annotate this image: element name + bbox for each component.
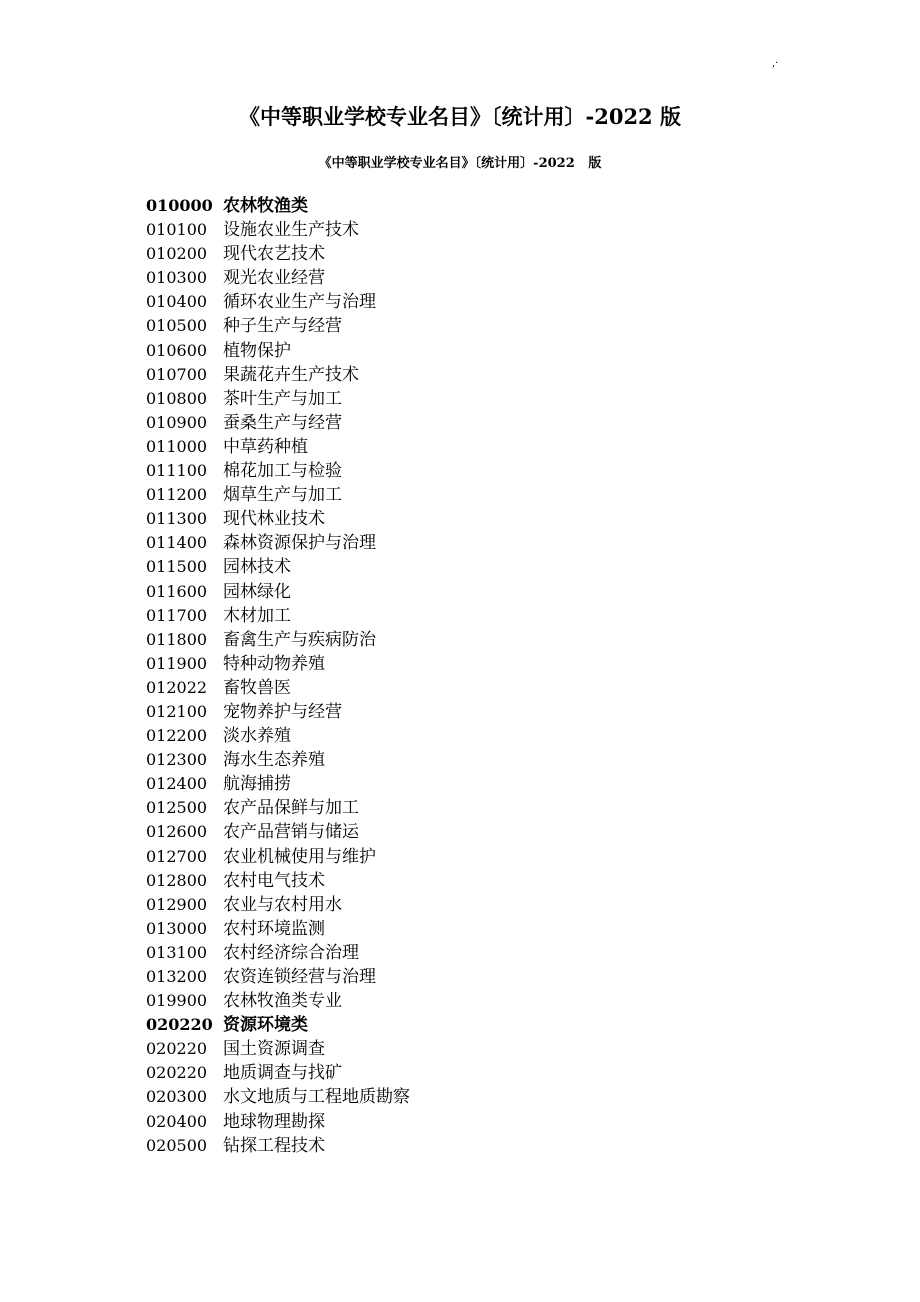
major-code: 020500: [146, 1135, 208, 1155]
major-name: 棉花加工与检验: [223, 461, 342, 482]
major-name: 宠物养护与经营: [223, 701, 342, 722]
major-row: [146, 435, 410, 459]
major-code: 020300: [146, 1087, 208, 1107]
major-name: 森林资源保护与治理: [223, 533, 376, 554]
major-name: 循环农业生产与治理: [223, 292, 376, 313]
major-name: 水文地质与工程地质勘察: [223, 1087, 410, 1108]
major-code: 011300: [146, 509, 208, 529]
major-name: 国土资源调查: [223, 1039, 325, 1060]
major-name: 农产品保鲜与加工: [223, 798, 359, 819]
major-code: 011800: [146, 629, 208, 649]
major-row: [146, 1037, 410, 1061]
major-name: 烟草生产与加工: [223, 485, 342, 506]
major-code: 011400: [146, 533, 208, 553]
major-row: [146, 507, 410, 531]
major-code: 012100: [146, 701, 208, 721]
major-row: [146, 459, 410, 483]
major-name: 现代林业技术: [223, 509, 325, 530]
major-name: 淡水养殖: [223, 726, 291, 747]
major-name: 观光农业经营: [223, 268, 325, 289]
major-row: [146, 555, 410, 579]
major-code: 019900: [146, 991, 208, 1011]
major-name: 特种动物养殖: [223, 653, 325, 674]
major-code: 012700: [146, 846, 208, 866]
major-name: 农村电气技术: [223, 870, 325, 891]
major-code: 012300: [146, 750, 208, 770]
major-row: [146, 1134, 410, 1158]
category-row: [146, 194, 410, 218]
major-code: 020220: [146, 1039, 208, 1059]
major-name: 蚕桑生产与经营: [223, 412, 342, 433]
major-row: [146, 772, 410, 796]
major-code: 010000: [146, 196, 213, 215]
major-code: 011100: [146, 461, 208, 481]
major-code: 020400: [146, 1111, 208, 1131]
major-name: 植物保护: [223, 340, 291, 361]
category-row: [146, 1013, 410, 1037]
major-code: 010800: [146, 388, 208, 408]
major-name: 农业与农村用水: [223, 894, 342, 915]
major-code: 020220: [146, 1063, 208, 1083]
major-list: [146, 194, 410, 1158]
major-code: 012200: [146, 726, 208, 746]
major-row: [146, 893, 410, 917]
major-code: 010500: [146, 316, 208, 336]
major-name: 农业机械使用与维护: [223, 846, 376, 867]
major-name: 航海捕捞: [223, 774, 291, 795]
major-row: [146, 628, 410, 652]
major-row: [146, 363, 410, 387]
major-code: 020220: [146, 1015, 213, 1035]
major-code: 013200: [146, 967, 208, 986]
major-code: 013100: [146, 942, 208, 962]
major-name: 农村经济综合治理: [223, 942, 359, 963]
major-name: 茶叶生产与加工: [223, 388, 342, 409]
major-row: [146, 1085, 410, 1109]
major-code: 012900: [146, 894, 208, 914]
major-name: 畜禽生产与疾病防治: [223, 629, 376, 650]
major-code: 010900: [146, 412, 208, 432]
corner-mark: ,·: [772, 58, 779, 69]
major-code: 011200: [146, 485, 208, 505]
major-row: [146, 820, 410, 844]
major-row: [146, 387, 410, 411]
major-code: 012500: [146, 798, 208, 818]
major-row: [146, 314, 410, 338]
major-row: [146, 748, 410, 772]
major-code: 010600: [146, 340, 208, 360]
major-code: 010300: [146, 268, 208, 288]
major-row: [146, 869, 410, 893]
major-row: [146, 483, 410, 507]
major-row: [146, 1061, 410, 1085]
document-title: 《中等职业学校专业名目》〔统计用〕-2022 版: [239, 104, 681, 129]
major-code: 011700: [146, 605, 208, 625]
major-name: 现代农艺技术: [223, 244, 325, 265]
major-row: [146, 965, 410, 989]
major-row: [146, 941, 410, 965]
document-subtitle: 《中等职业学校专业名目》〔统计用〕-2022 版: [318, 156, 602, 171]
major-name: 资源环境类: [223, 1015, 308, 1036]
major-row: [146, 531, 410, 555]
major-code: 012800: [146, 870, 208, 890]
major-row: [146, 796, 410, 820]
major-code: 013000: [146, 918, 208, 938]
major-row: [146, 242, 410, 266]
major-row: [146, 580, 410, 604]
major-name: 农村环境监测: [223, 918, 325, 939]
major-name: 钻探工程技术: [223, 1135, 325, 1156]
major-row: [146, 652, 410, 676]
major-row: [146, 989, 410, 1013]
major-code: 011000: [146, 436, 208, 456]
major-code: 010400: [146, 292, 208, 312]
major-row: [146, 917, 410, 941]
major-code: 011600: [146, 581, 208, 601]
major-code: 010100: [146, 220, 208, 240]
major-name: 农资连锁经营与治理: [223, 967, 376, 987]
major-name: 海水生态养殖: [223, 750, 325, 771]
major-code: 011500: [146, 557, 208, 577]
major-name: 畜牧兽医: [223, 677, 291, 698]
major-name: 中草药种植: [223, 436, 308, 457]
major-row: [146, 1110, 410, 1134]
major-name: 地球物理勘探: [223, 1111, 325, 1132]
major-row: [146, 339, 410, 363]
major-name: 果蔬花卉生产技术: [223, 364, 359, 385]
major-row: [146, 604, 410, 628]
major-code: 012600: [146, 822, 208, 842]
major-name: 园林绿化: [223, 581, 291, 602]
major-row: [146, 700, 410, 724]
major-row: [146, 724, 410, 748]
major-code: 012400: [146, 774, 208, 794]
major-code: 011900: [146, 653, 208, 673]
major-code: 010700: [146, 364, 208, 384]
major-row: [146, 845, 410, 869]
major-name: 农林牧渔类: [223, 196, 308, 216]
major-row: [146, 218, 410, 242]
major-code: 010200: [146, 244, 208, 264]
major-name: 种子生产与经营: [223, 316, 342, 337]
major-row: [146, 411, 410, 435]
major-name: 地质调查与找矿: [223, 1063, 342, 1084]
major-name: 农林牧渔类专业: [223, 991, 342, 1012]
major-name: 园林技术: [223, 557, 291, 578]
major-name: 设施农业生产技术: [223, 220, 359, 241]
major-row: [146, 676, 410, 700]
major-name: 农产品营销与储运: [223, 822, 359, 843]
major-row: [146, 266, 410, 290]
major-name: 木材加工: [223, 605, 291, 626]
major-row: [146, 290, 410, 314]
major-code: 012022: [146, 677, 208, 697]
